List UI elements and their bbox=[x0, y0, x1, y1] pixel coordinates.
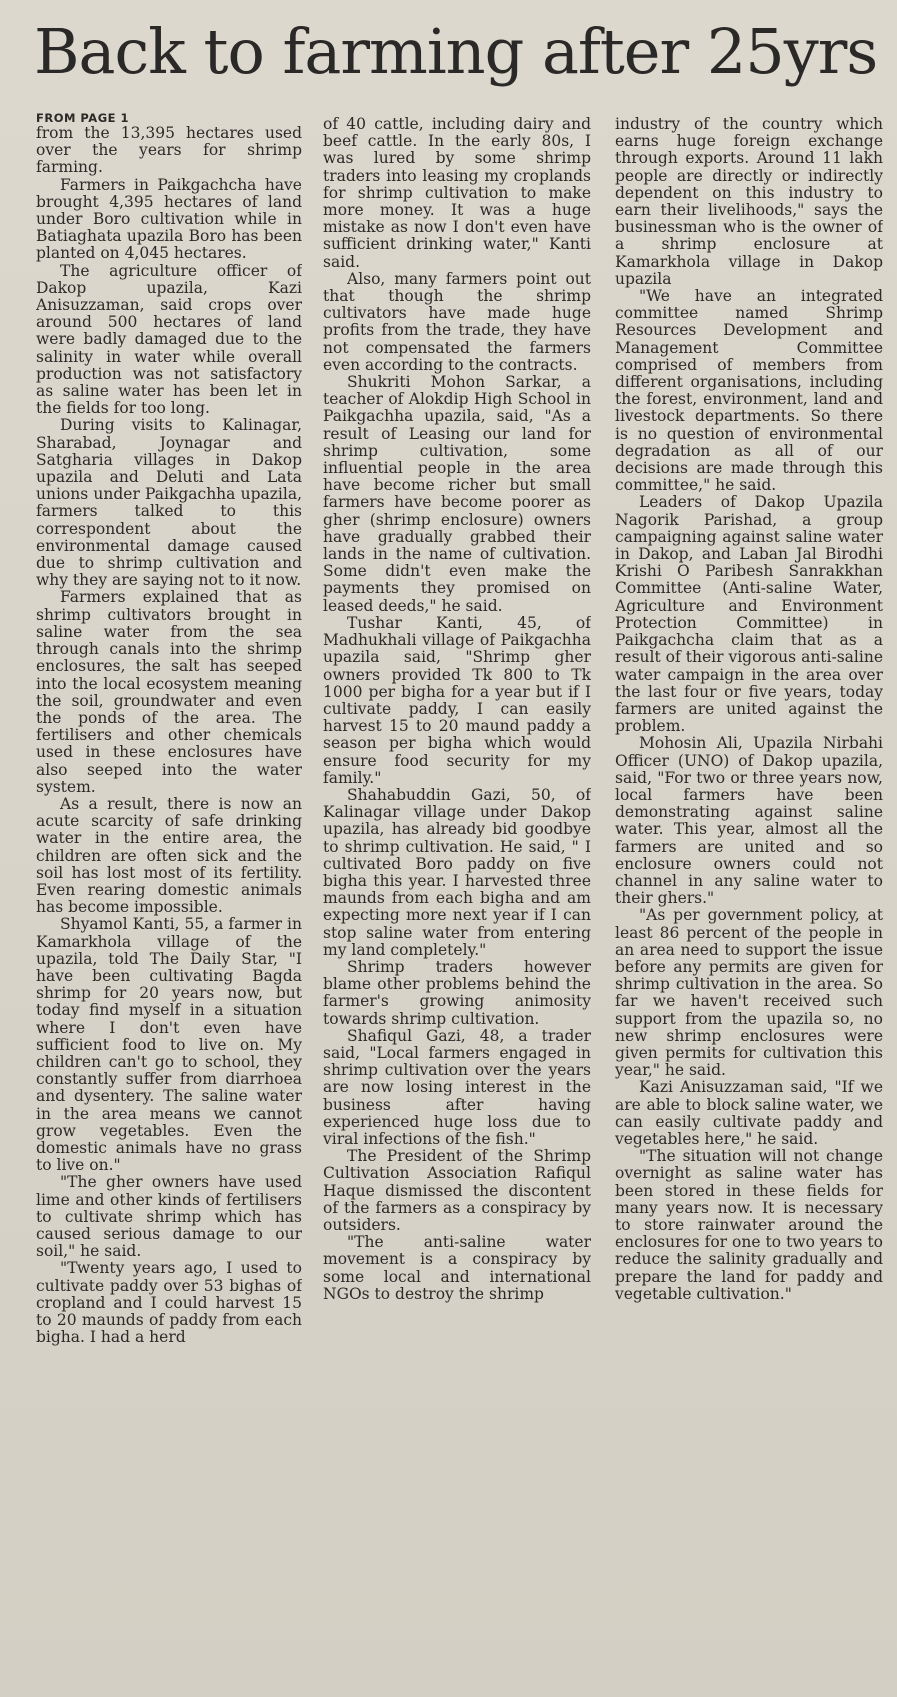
paragraph: Farmers in Paikgachcha have brought 4,395 hectares of land under Boro cultivation while in Batiaghata upazila Boro has been planted on 4,045 hectares. bbox=[36, 175, 302, 263]
paragraph: "As per government policy, at least 86 percent of the people in an area need to support the issue before any permits are given for shrimp cultivation in the area. So far we haven't received such support from the upazila so, no new shrimp enclosures were given permits for cultivation this year," he said. bbox=[615, 906, 883, 1080]
paragraph: industry of the country which earns huge foreign exchange through exports. Around 11 lakh people are directly or indirectly dependent on this industry to earn their livelihoods," says the businessman who is the owner of a shrimp enclosure at Kamarkhola village in Dakop upazila bbox=[615, 116, 883, 288]
paragraph: Also, many farmers point out that though the shrimp cultivators have made huge profits from the trade, they have not compensated the farmers even according to the contracts. bbox=[323, 269, 591, 374]
paragraph: During visits to Kalinagar, Sharabad, Joynagar and Satgharia villages in Dakop upazila and Deluti and Lata unions under Paikgachha upazila, farmers talked to this correspondent about the environmental damage caused due to shrimp cultivation and why they are saying not to it now. bbox=[36, 416, 302, 590]
column-1 bbox=[36, 112, 302, 1692]
column-2 bbox=[323, 116, 591, 1696]
column-3 bbox=[615, 116, 883, 1696]
paragraph: Shyamol Kanti, 55, a farmer in Kamarkhola village of the upazila, told The Daily Star, "I have been cultivating Bagda shrimp for 20 years now, but today find myself in a situation where I don't even have sufficient food to live on. My children can't go to school, they constantly suffer from diarrhoea and dysentery. The saline water in the area means we cannot grow vegetables. Even the domestic animals have no grass to live on." bbox=[36, 915, 302, 1175]
paragraph: Kazi Anisuzzaman said, "If we are able to block saline water, we can easily cultivate paddy and vegetables here," he said. bbox=[615, 1078, 883, 1148]
paragraph: Shrimp traders however blame other problems behind the farmer's growing animosity towards shrimp cultivation. bbox=[323, 957, 591, 1028]
paragraph: Farmers explained that as shrimp cultivators brought in saline water from the sea through canals into the shrimp enclosures, the salt has seeped into the local ecosystem meaning the soil, groundwater and even the ponds of the area. The fertilisers and other chemicals used in these enclosures have also seeped into the water system. bbox=[36, 588, 302, 796]
headline: Back to farming after 25yrs bbox=[34, 15, 878, 88]
paragraph: The agriculture officer of Dakop upazila, Kazi Anisuzzaman, said crops over around 500 hectares of land were badly damaged due to the salinity in water while overall production was not satisfactory as saline water has been let in the fields for too long. bbox=[36, 261, 302, 418]
paragraph: Shafiqul Gazi, 48, a trader said, "Local farmers engaged in shrimp cultivation over the years are now losing interest in the business after having experienced huge loss due to viral infections of the fish." bbox=[323, 1026, 591, 1148]
paragraph: "The anti-saline water movement is a conspiracy by some local and international NGOs to destroy the shrimp bbox=[323, 1233, 591, 1303]
paragraph: "We have an integrated committee named Shrimp Resources Development and Management Committee comprised of members from different organisations, including the forest, environment, land and livestock departments. So there is no question of environmental degradation as all of our decisions are made through this committee," he said. bbox=[615, 287, 883, 495]
paragraph: Leaders of Dakop Upazila Nagorik Parishad, a group campaigning against saline water in Dakop, and Laban Jal Birodhi Krishi O Paribesh Sanrakkhan Committee (Anti-saline Water, Agriculture and Environment Protection Committee) in Paikgachcha claim that as a result of their vigorous anti-saline water campaign in the area over the last four or five years, today farmers are united against the problem. bbox=[615, 493, 883, 736]
paragraph: from the 13,395 hectares used over the years for shrimp farming. bbox=[36, 124, 302, 177]
paragraph: Shukriti Mohon Sarkar, a teacher of Alokdip High School in Paikgachha upazila, said, "As a result of Leasing our land for shrimp cultivation, some influential people in the area have become richer but small farmers have become poorer as gher (shrimp enclosure) owners have gradually grabbed their lands in the name of cultivation. Some didn't even make the payments they promised on leased deeds," he said. bbox=[323, 373, 591, 615]
paragraph: of 40 cattle, including dairy and beef cattle. In the early 80s, I was lured by some shrimp traders into leasing my croplands for shrimp cultivation to make more money. It was a huge mistake as now I don't even have sufficient drinking water," Kanti said. bbox=[323, 116, 591, 271]
paragraph: Mohosin Ali, Upazila Nirbahi Officer (UNO) of Dakop upazila, said, "For two or three years now, local farmers have been demonstrating against saline water. This year, almost all the farmers are united and so enclosure owners could not channel in any saline water to their ghers." bbox=[615, 734, 883, 908]
paragraph: As a result, there is now an acute scarcity of safe drinking water in the entire area, the children are often sick and the soil has lost most of its fertility. Even rearing domestic animals has become impossible. bbox=[36, 794, 302, 917]
paragraph: Tushar Kanti, 45, of Madhukhali village of Paikgachha upazila said, "Shrimp gher owners provided Tk 800 to Tk 1000 per bigha for a year but if I cultivate paddy, I can easily harvest 15 to 20 maund paddy a season per bigha which would ensure food security for my family." bbox=[323, 613, 591, 787]
paragraph: "Twenty years ago, I used to cultivate paddy over 53 bighas of cropland and I could harvest 15 to 20 maunds of paddy from each bigha. I had a herd bbox=[36, 1259, 302, 1347]
kicker-from-page: FROM PAGE 1 bbox=[36, 112, 130, 125]
paragraph: "The situation will not change overnight as saline water has been stored in these fields for many years now. It is necessary to store rainwater around the enclosures for one to two years to reduce the salinity gradually and prepare the land for paddy and vegetable cultivation." bbox=[615, 1147, 883, 1303]
paragraph: The President of the Shrimp Cultivation Association Rafiqul Haque dismissed the discontent of the farmers as a conspiracy by outsiders. bbox=[323, 1147, 591, 1234]
paragraph: Shahabuddin Gazi, 50, of Kalinagar village under Dakop upazila, has already bid goodbye to shrimp cultivation. He said, " I cultivated Boro paddy on five bigha this year. I harvested three maunds from each bigha and am expecting more next year if I can stop saline water from entering my land completely." bbox=[323, 785, 591, 959]
paragraph: "The gher owners have used lime and other kinds of fertilisers to cultivate shrimp which has caused serious damage to our soil," he said. bbox=[36, 1173, 302, 1261]
